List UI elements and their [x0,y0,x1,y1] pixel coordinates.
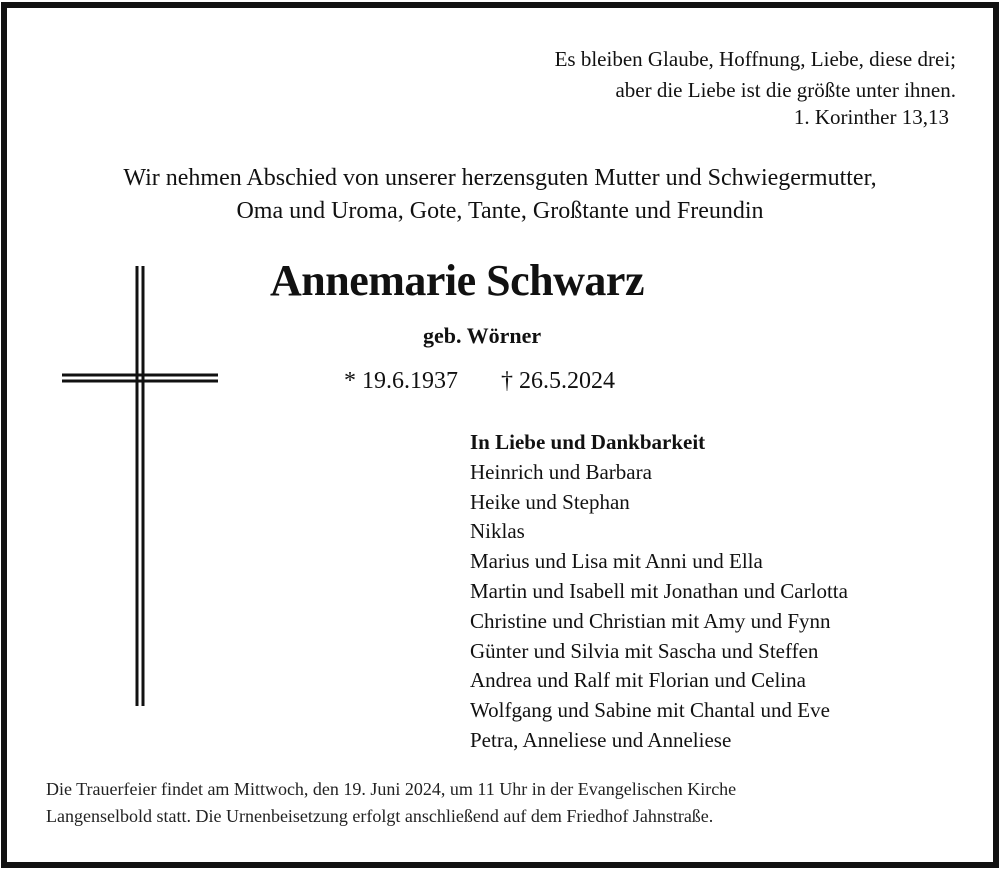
mourner-entry: Heinrich und Barbara [470,459,652,484]
mourner-entry: Andrea und Ralf mit Florian und Celina [470,668,806,693]
verse-reference: 1. Korinther 13,13 [793,105,949,129]
mourner-entry: Günter und Silvia mit Sascha und Steffen [470,638,819,663]
bible-verse [555,44,956,106]
death-date: † 26.5.2024 [501,368,615,394]
verse-line: aber die Liebe ist die größte unter ihnen. [615,78,956,102]
mourner-entry: Martin und Isabell mit Jonathan und Carlotta [470,578,848,603]
birth-date: * 19.6.1937 [344,368,458,394]
mourner-entry: Petra, Anneliese und Anneliese [470,727,732,752]
intro-line: Oma und Uroma, Gote, Tante, Großtante und Freundin [236,198,764,224]
intro-text [0,162,1000,228]
verse-line: Es bleiben Glaube, Hoffnung, Liebe, diese drei; [554,47,956,71]
maiden-name: geb. Wörner [423,323,542,348]
service-line: Die Trauerfeier findet am Mittwoch, den 19. Juni 2024, um 11 Uhr in der Evangelischen Kirche [46,779,737,799]
mourner-entry: Heike und Stephan [470,489,630,514]
mourner-entry: Wolfgang und Sabine mit Chantal und Eve [470,698,830,723]
life-dates [344,368,615,395]
mourner-entry: Christine und Christian mit Amy und Fynn [470,608,831,633]
deceased-name: Annemarie Schwarz [270,256,644,305]
intro-line: Wir nehmen Abschied von unserer herzensguten Mutter und Schwiegermutter, [123,165,877,191]
mourners-list [470,428,848,756]
mourners-heading: In Liebe und Dankbarkeit [470,430,706,454]
mourner-entry: Marius und Lisa mit Anni und Ella [470,549,763,574]
funeral-service-info [46,776,946,830]
mourner-entry: Niklas [470,519,525,544]
cross-icon [62,266,218,706]
service-line: Langenselbold statt. Die Urnenbeisetzung erfolgt anschließend auf dem Friedhof Jahnstraße. [46,806,714,826]
